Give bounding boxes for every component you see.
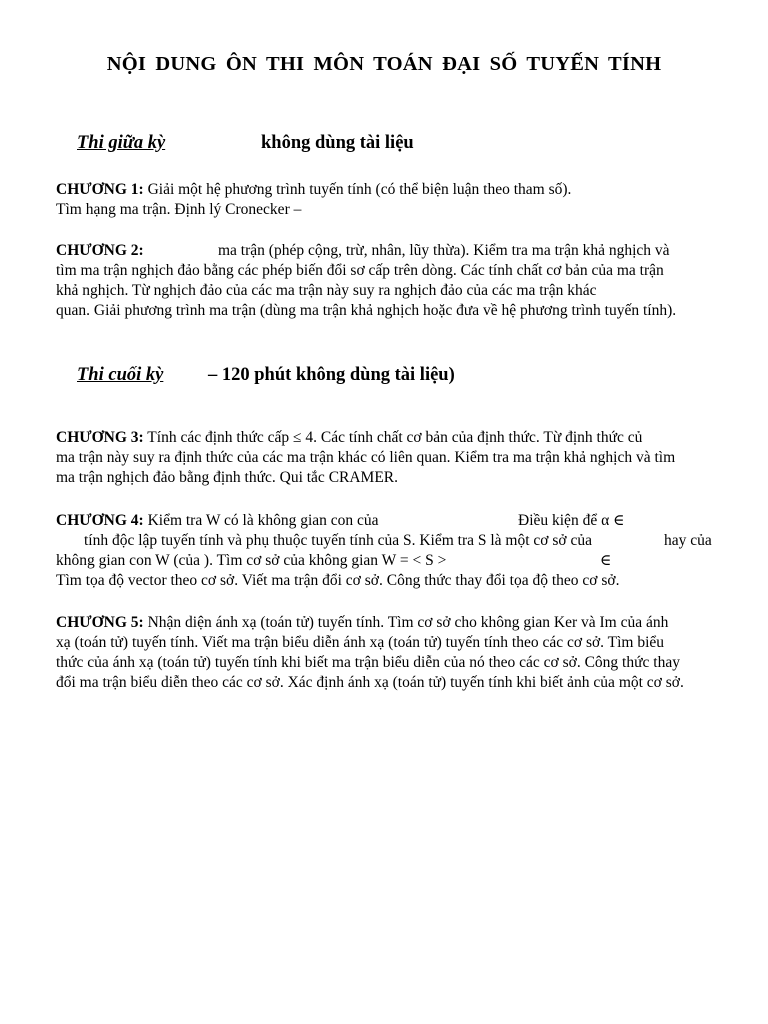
chapter-1-line-2: Tìm hạng ma trận. Định lý Cronecker –: [56, 201, 302, 218]
chapter-5-line-4: đổi ma trận biểu diễn theo các cơ sở. Xác định ánh xạ (toán tử) tuyến tính khi biết ảnh của một cơ sở.: [56, 674, 684, 691]
chapter-3-line-1: [56, 429, 642, 447]
midterm-desc: không dùng tài liệu: [261, 133, 414, 153]
final-label: Thi cuối kỳ: [77, 365, 164, 385]
chapter-4-heading: CHƯƠNG 4:: [56, 512, 144, 529]
final-desc: – 120 phút không dùng tài liệu): [208, 365, 455, 385]
chapter-4-line-4: Tìm tọa độ vector theo cơ sở. Viết ma trận đổi cơ sở. Công thức thay đổi tọa độ theo cơ sở.: [56, 572, 620, 589]
chapter-2-heading: CHƯƠNG 2:: [56, 242, 144, 259]
chapter-3-text-1: Tính các định thức cấp ≤ 4. Các tính chất cơ bản của định thức. Từ định thức củ: [147, 429, 643, 446]
chapter-2-text-1: ma trận (phép cộng, trừ, nhân, lũy thừa). Kiểm tra ma trận khả nghịch và: [218, 242, 670, 259]
chapter-5-line-1: [56, 614, 668, 632]
chapter-3-heading: CHƯƠNG 3:: [56, 429, 144, 446]
chapter-1-heading: CHƯƠNG 1:: [56, 181, 144, 198]
chapter-4-text-1a: Kiểm tra W có là không gian con của: [147, 512, 379, 529]
chapter-2-line-2: tìm ma trận nghịch đảo bằng các phép biến đổi sơ cấp trên dòng. Các tính chất cơ bản của ma trận: [56, 262, 664, 279]
chapter-2-line-1: [56, 242, 144, 260]
chapter-1-line-1: [56, 181, 571, 199]
midterm-label: Thi giữa kỳ: [77, 133, 166, 153]
chapter-2-line-4: quan. Giải phương trình ma trận (dùng ma trận khả nghịch hoặc đưa về hệ phương trình tuyến tính).: [56, 302, 677, 319]
chapter-4-text-3b: ∈: [600, 552, 612, 569]
chapter-5-line-2: xạ (toán tử) tuyến tính. Viết ma trận biểu diễn ánh xạ (toán tử) tuyến tính theo các cơ sở. Tìm biểu: [56, 634, 665, 651]
chapter-5-heading: CHƯƠNG 5:: [56, 614, 144, 631]
chapter-4-text-1b: Điều kiện để α ∈: [518, 512, 625, 529]
page-title: NỘI DUNG ÔN THI MÔN TOÁN ĐẠI SỐ TUYẾN TÍNH: [106, 53, 662, 75]
final-heading: [77, 365, 455, 386]
chapter-2-line-3: khả nghịch. Từ nghịch đảo của các ma trận này suy ra nghịch đảo của các ma trận khác: [56, 282, 597, 299]
chapter-5-line-3: thức của ánh xạ (toán tử) tuyến tính khi biết ma trận biểu diễn của nó theo các cơ sở. Công thức thay: [56, 654, 680, 671]
chapter-5-text-1: Nhận diện ánh xạ (toán tử) tuyến tính. Tìm cơ sở cho không gian Ker và Im của ánh: [147, 614, 669, 631]
chapter-4-text-3a: không gian con W (của ). Tìm cơ sở của không gian W = < S >: [56, 552, 447, 569]
midterm-heading: [77, 133, 414, 154]
chapter-3-line-2: ma trận này suy ra định thức của các ma trận khác có liên quan. Kiểm tra ma trận khả nghịch và tìm: [56, 449, 676, 466]
chapter-4-line-1: [56, 512, 379, 530]
chapter-3-line-3: ma trận nghịch đảo bằng định thức. Qui tắc CRAMER.: [56, 469, 399, 486]
chapter-4-text-2b: hay của: [664, 532, 712, 549]
chapter-4-text-2a: tính độc lập tuyến tính và phụ thuộc tuyến tính của S. Kiểm tra S là một cơ sở của: [84, 532, 592, 549]
chapter-1-text-1: Giải một hệ phương trình tuyến tính (có thể biện luận theo tham số).: [147, 181, 572, 198]
